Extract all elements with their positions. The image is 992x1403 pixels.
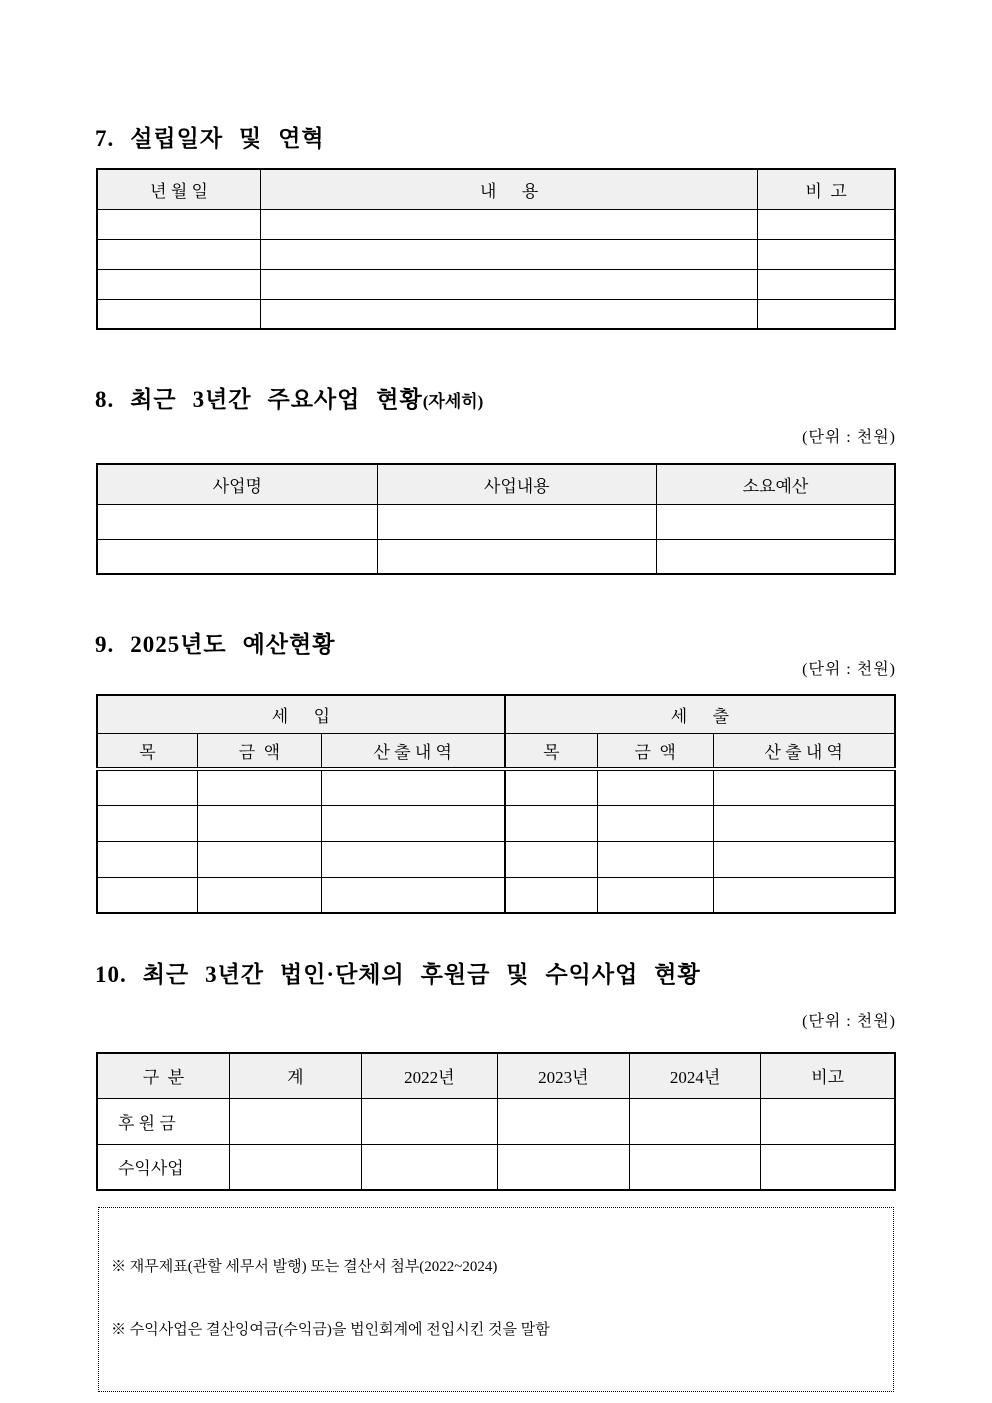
empty-cell xyxy=(261,299,758,329)
profit-business-row xyxy=(97,1144,895,1190)
table-row xyxy=(97,769,895,805)
empty-cell xyxy=(758,299,895,329)
header-project-name: 사업명 xyxy=(97,464,377,504)
empty-cell xyxy=(761,1144,895,1190)
section-8-title-suffix: (자세히) xyxy=(422,392,484,411)
empty-cell xyxy=(377,539,656,574)
empty-cell xyxy=(97,239,261,269)
empty-cell xyxy=(597,877,713,913)
section-8-title xyxy=(95,381,483,414)
history-table xyxy=(96,168,896,330)
projects-table-header-row xyxy=(97,464,895,504)
empty-cell xyxy=(361,1098,497,1144)
header-revenue-calculation: 산 출 내 역 xyxy=(321,733,505,769)
table-row xyxy=(97,877,895,913)
table-row xyxy=(97,805,895,841)
table-row xyxy=(97,239,895,269)
header-project-content: 사업내용 xyxy=(377,464,656,504)
empty-cell xyxy=(97,269,261,299)
footer-note-line-1: ※ 재무제표(관할 세무서 발행) 또는 결산서 첨부(2022~2024) xyxy=(111,1259,498,1275)
empty-cell xyxy=(198,877,322,913)
header-category: 구 분 xyxy=(97,1053,229,1098)
donations-table-header-row xyxy=(97,1053,895,1098)
empty-cell xyxy=(498,1098,630,1144)
header-budget-required: 소요예산 xyxy=(656,464,895,504)
empty-cell xyxy=(198,841,322,877)
empty-cell xyxy=(97,504,377,539)
empty-cell xyxy=(97,769,198,805)
empty-cell xyxy=(321,877,505,913)
section-9-title: 9. 2025년도 예산현황 xyxy=(95,632,336,657)
empty-cell xyxy=(758,209,895,239)
empty-cell xyxy=(97,209,261,239)
footer-notes-box xyxy=(98,1207,894,1392)
empty-cell xyxy=(198,805,322,841)
header-revenue-item: 목 xyxy=(97,733,198,769)
empty-cell xyxy=(758,269,895,299)
header-expenditure-amount: 금 액 xyxy=(597,733,713,769)
empty-cell xyxy=(97,877,198,913)
empty-cell xyxy=(97,539,377,574)
empty-cell xyxy=(198,769,322,805)
header-year-2024: 2024년 xyxy=(629,1053,761,1098)
empty-cell xyxy=(656,504,895,539)
empty-cell xyxy=(597,769,713,805)
header-year-2022: 2022년 xyxy=(361,1053,497,1098)
empty-cell xyxy=(761,1098,895,1144)
header-remarks: 비고 xyxy=(761,1053,895,1098)
header-year-2023: 2023년 xyxy=(498,1053,630,1098)
empty-cell xyxy=(261,239,758,269)
header-expenditure-group: 세 출 xyxy=(505,695,895,733)
empty-cell xyxy=(229,1144,361,1190)
footer-note-line-2: ※ 수익사업은 결산잉여금(수익금)을 법인회계에 전입시킨 것을 말함 xyxy=(111,1322,550,1338)
empty-cell xyxy=(498,1144,630,1190)
empty-cell xyxy=(597,805,713,841)
header-expenditure-calculation: 산 출 내 역 xyxy=(713,733,895,769)
row-label-donations: 후 원 금 xyxy=(97,1098,229,1144)
empty-cell xyxy=(629,1098,761,1144)
header-revenue-group: 세 입 xyxy=(97,695,505,733)
empty-cell xyxy=(97,841,198,877)
empty-cell xyxy=(321,841,505,877)
empty-cell xyxy=(713,841,895,877)
empty-cell xyxy=(505,877,598,913)
empty-cell xyxy=(656,539,895,574)
empty-cell xyxy=(97,299,261,329)
table-row xyxy=(97,504,895,539)
empty-cell xyxy=(377,504,656,539)
table-row xyxy=(97,269,895,299)
empty-cell xyxy=(629,1144,761,1190)
empty-cell xyxy=(713,877,895,913)
empty-cell xyxy=(261,269,758,299)
empty-cell xyxy=(713,769,895,805)
section-7-title: 7. 설립일자 및 연혁 xyxy=(95,126,325,151)
empty-cell xyxy=(261,209,758,239)
donations-table xyxy=(96,1052,896,1191)
table-row xyxy=(97,209,895,239)
table-row xyxy=(97,539,895,574)
empty-cell xyxy=(321,805,505,841)
header-content: 내 용 xyxy=(261,169,758,209)
section-10-title: 10. 최근 3년간 법인·단체의 후원금 및 수익사업 현황 xyxy=(95,962,701,987)
donation-row xyxy=(97,1098,895,1144)
projects-table xyxy=(96,463,896,575)
empty-cell xyxy=(713,805,895,841)
unit-note-section-10: (단위 : 천원) xyxy=(802,1013,896,1030)
budget-table xyxy=(96,694,896,914)
empty-cell xyxy=(229,1098,361,1144)
empty-cell xyxy=(597,841,713,877)
header-expenditure-item: 목 xyxy=(505,733,598,769)
empty-cell xyxy=(505,805,598,841)
header-remarks: 비 고 xyxy=(758,169,895,209)
unit-note-section-9: (단위 : 천원) xyxy=(802,661,896,678)
header-total: 계 xyxy=(229,1053,361,1098)
budget-sub-header-row xyxy=(97,733,895,769)
empty-cell xyxy=(505,841,598,877)
unit-note-section-8: (단위 : 천원) xyxy=(802,429,896,446)
header-revenue-amount: 금 액 xyxy=(198,733,322,769)
empty-cell xyxy=(505,769,598,805)
budget-group-header-row xyxy=(97,695,895,733)
empty-cell xyxy=(321,769,505,805)
table-row xyxy=(97,841,895,877)
table-row xyxy=(97,299,895,329)
empty-cell xyxy=(97,805,198,841)
row-label-profit-business: 수익사업 xyxy=(97,1144,229,1190)
history-table-header-row xyxy=(97,169,895,209)
empty-cell xyxy=(758,239,895,269)
section-8-title-text: 8. 최근 3년간 주요사업 현황 xyxy=(95,387,423,412)
header-date: 년 월 일 xyxy=(97,169,261,209)
empty-cell xyxy=(361,1144,497,1190)
